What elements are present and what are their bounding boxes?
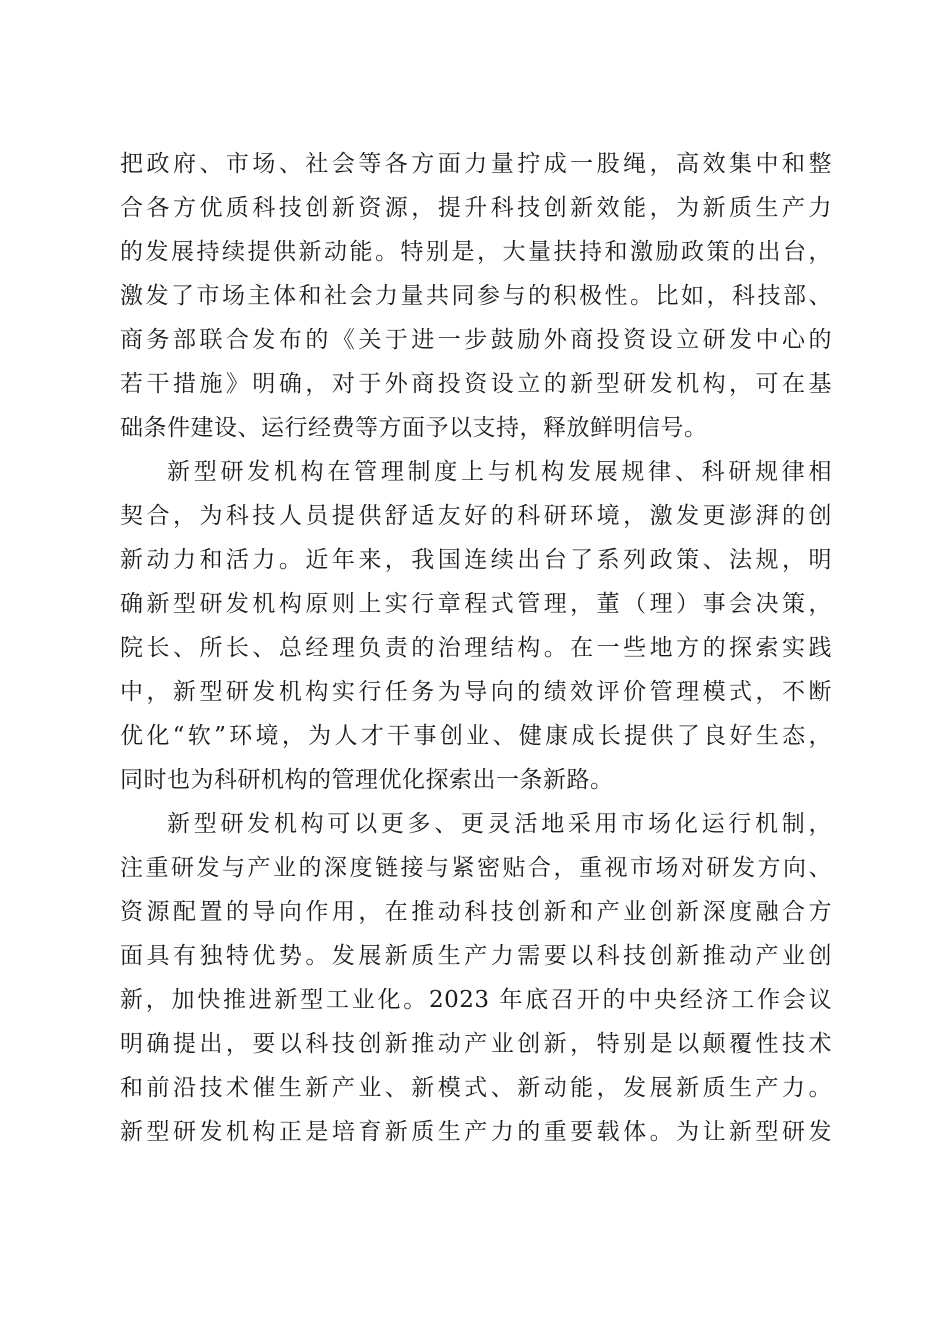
paragraph-1-line-3: 的发展持续提供新动能。特别是，大量扶持和激励政策的出台，: [120, 239, 832, 265]
paragraph-1-line-2: 合各方优质科技创新资源，提升科技创新效能，为新质生产力: [120, 195, 832, 221]
paragraph-1-line-4: 激发了市场主体和社会力量共同参与的积极性。比如，科技部、: [120, 283, 832, 309]
paragraph-3-line-5: 新，加快推进新型工业化。2023 年底召开的中央经济工作会议: [120, 987, 832, 1013]
paragraph-3-line-3: 资源配置的导向作用，在推动科技创新和产业创新深度融合方: [120, 899, 832, 925]
paragraph-2-line-7: 优化“软”环境，为人才干事创业、健康成长提供了良好生态，: [120, 723, 832, 749]
paragraph-3-line-6: 明确提出，要以科技创新推动产业创新，特别是以颠覆性技术: [120, 1031, 832, 1057]
paragraph-3-line-1: 新型研发机构可以更多、更灵活地采用市场化运行机制，: [167, 811, 832, 837]
paragraph-3-line-7: 和前沿技术催生新产业、新模式、新动能，发展新质生产力。: [120, 1075, 832, 1101]
paragraph-2-line-3: 新动力和活力。近年来，我国连续出台了系列政策、法规，明: [120, 547, 832, 573]
paragraph-1-line-6: 若干措施》明确，对于外商投资设立的新型研发机构，可在基: [120, 371, 832, 397]
paragraph-1-line-1: 把政府、市场、社会等各方面力量拧成一股绳，高效集中和整: [120, 151, 832, 177]
paragraph-3-line-4: 面具有独特优势。发展新质生产力需要以科技创新推动产业创: [120, 943, 832, 969]
paragraph-2-line-8: 同时也为科研机构的管理优化探索出一条新路。: [120, 767, 614, 793]
paragraph-2-line-5: 院长、所长、总经理负责的治理结构。在一些地方的探索实践: [120, 635, 832, 661]
paragraph-2-line-6: 中，新型研发机构实行任务为导向的绩效评价管理模式，不断: [120, 679, 832, 705]
paragraph-1-line-5: 商务部联合发布的《关于进一步鼓励外商投资设立研发中心的: [120, 327, 832, 353]
paragraph-3-line-8: 新型研发机构正是培育新质生产力的重要载体。为让新型研发: [120, 1119, 832, 1145]
paragraph-3-line-2: 注重研发与产业的深度链接与紧密贴合，重视市场对研发方向、: [120, 855, 832, 881]
paragraph-2-line-1: 新型研发机构在管理制度上与机构发展规律、科研规律相: [167, 459, 832, 485]
paragraph-2-line-4: 确新型研发机构原则上实行章程式管理，董（理）事会决策，: [120, 591, 832, 617]
paragraph-1-line-7: 础条件建设、运行经费等方面予以支持，释放鲜明信号。: [120, 415, 708, 441]
paragraph-2-line-2: 契合，为科技人员提供舒适友好的科研环境，激发更澎湃的创: [120, 503, 832, 529]
